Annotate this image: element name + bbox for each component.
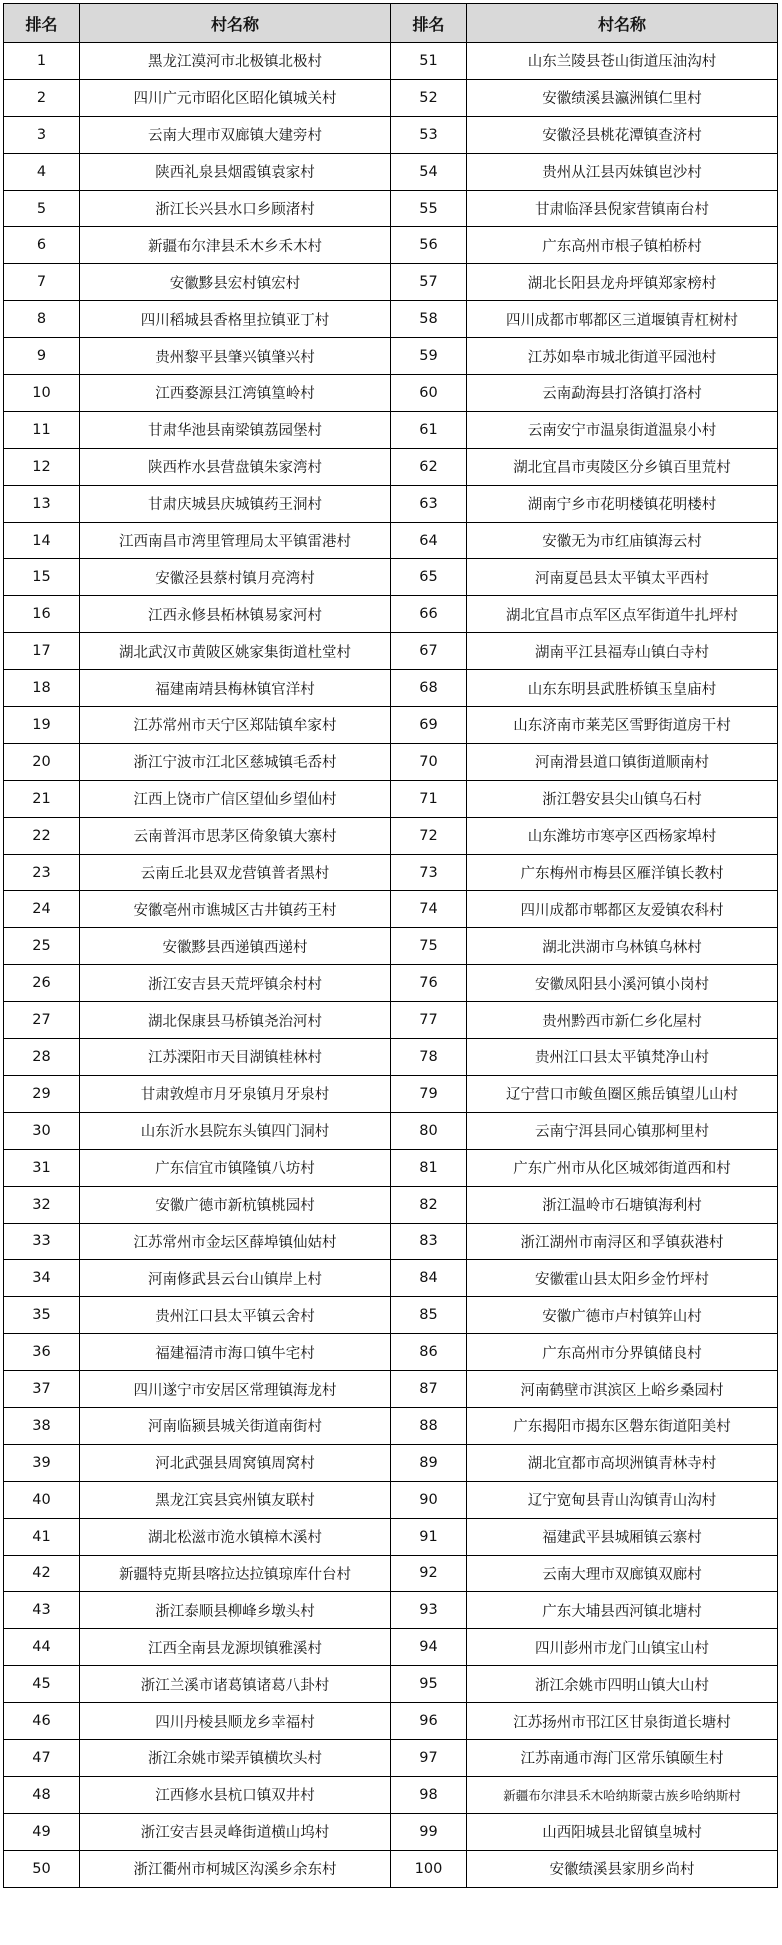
rank-cell-right: 82 [391, 1186, 467, 1223]
rank-cell-right: 53 [391, 116, 467, 153]
rank-cell-right: 91 [391, 1518, 467, 1555]
rank-cell-right: 56 [391, 227, 467, 264]
table-row [4, 965, 778, 1002]
rank-cell-left: 31 [4, 1149, 80, 1186]
rank-cell-right: 96 [391, 1703, 467, 1740]
village-name-cell-left: 陕西礼泉县烟霞镇袁家村 [80, 153, 391, 190]
rank-cell-left: 15 [4, 559, 80, 596]
rank-cell-left: 42 [4, 1555, 80, 1592]
table-row [4, 448, 778, 485]
table-row [4, 1149, 778, 1186]
village-name-cell-left: 浙江衢州市柯城区沟溪乡余东村 [80, 1850, 391, 1887]
village-name-cell-right: 广东揭阳市揭东区磐东街道阳美村 [467, 1407, 778, 1444]
rank-cell-right: 52 [391, 79, 467, 116]
village-name-cell-left: 安徽亳州市谯城区古井镇药王村 [80, 891, 391, 928]
village-name-cell-left: 新疆布尔津县禾木乡禾木村 [80, 227, 391, 264]
village-name-cell-right: 云南安宁市温泉街道温泉小村 [467, 411, 778, 448]
table-row [4, 1776, 778, 1813]
rank-cell-left: 1 [4, 43, 80, 80]
village-name-cell-right: 河南滑县道口镇街道顺南村 [467, 743, 778, 780]
table-row [4, 116, 778, 153]
village-name-cell-left: 安徽黟县宏村镇宏村 [80, 264, 391, 301]
rank-cell-right: 87 [391, 1371, 467, 1408]
village-name-cell-left: 浙江余姚市梁弄镇横坎头村 [80, 1739, 391, 1776]
table-row [4, 670, 778, 707]
village-name-cell-right: 浙江磐安县尖山镇乌石村 [467, 780, 778, 817]
rank-cell-right: 80 [391, 1112, 467, 1149]
village-name-cell-left: 江西全南县龙源坝镇雅溪村 [80, 1629, 391, 1666]
village-name-cell-right: 安徽霍山县太阳乡金竹坪村 [467, 1260, 778, 1297]
rank-cell-right: 58 [391, 301, 467, 338]
village-name-cell-left: 云南大理市双廊镇大建旁村 [80, 116, 391, 153]
village-name-cell-left: 山东沂水县院东头镇四门洞村 [80, 1112, 391, 1149]
rank-cell-right: 83 [391, 1223, 467, 1260]
rank-cell-left: 28 [4, 1039, 80, 1076]
table-row [4, 1444, 778, 1481]
village-name-cell-left: 福建南靖县梅林镇官洋村 [80, 670, 391, 707]
village-name-cell-right: 湖南宁乡市花明楼镇花明楼村 [467, 485, 778, 522]
table-row [4, 522, 778, 559]
rank-cell-left: 25 [4, 928, 80, 965]
rank-cell-left: 12 [4, 448, 80, 485]
rank-cell-right: 79 [391, 1075, 467, 1112]
rank-cell-left: 23 [4, 854, 80, 891]
rank-cell-left: 39 [4, 1444, 80, 1481]
rank-cell-left: 14 [4, 522, 80, 559]
village-name-cell-left: 新疆特克斯县喀拉达拉镇琼库什台村 [80, 1555, 391, 1592]
village-name-cell-right: 广东广州市从化区城郊街道西和村 [467, 1149, 778, 1186]
rank-cell-left: 41 [4, 1518, 80, 1555]
table-row [4, 1518, 778, 1555]
village-name-cell-right: 安徽泾县桃花潭镇查济村 [467, 116, 778, 153]
rank-cell-left: 3 [4, 116, 80, 153]
rank-cell-left: 24 [4, 891, 80, 928]
village-ranking-table [3, 3, 778, 1888]
village-name-cell-right: 福建武平县城厢镇云寨村 [467, 1518, 778, 1555]
village-name-cell-left: 河南修武县云台山镇岸上村 [80, 1260, 391, 1297]
village-name-cell-right: 安徽无为市红庙镇海云村 [467, 522, 778, 559]
table-row [4, 1039, 778, 1076]
village-name-cell-left: 甘肃华池县南梁镇荔园堡村 [80, 411, 391, 448]
village-name-cell-right: 河南鹤壁市淇滨区上峪乡桑园村 [467, 1371, 778, 1408]
village-name-cell-right: 浙江余姚市四明山镇大山村 [467, 1666, 778, 1703]
village-name-cell-right: 山东济南市莱芜区雪野街道房干村 [467, 707, 778, 744]
rank-cell-left: 44 [4, 1629, 80, 1666]
rank-cell-right: 89 [391, 1444, 467, 1481]
table-row [4, 596, 778, 633]
rank-cell-right: 95 [391, 1666, 467, 1703]
rank-cell-right: 69 [391, 707, 467, 744]
table-row [4, 1407, 778, 1444]
rank-cell-right: 84 [391, 1260, 467, 1297]
rank-cell-left: 18 [4, 670, 80, 707]
table-row [4, 1112, 778, 1149]
table-row [4, 1703, 778, 1740]
village-name-cell-left: 浙江安吉县天荒坪镇余村村 [80, 965, 391, 1002]
village-name-cell-right: 安徽绩溪县瀛洲镇仁里村 [467, 79, 778, 116]
table-row [4, 264, 778, 301]
table-row [4, 743, 778, 780]
table-row [4, 153, 778, 190]
village-name-cell-right: 湖北长阳县龙舟坪镇郑家榜村 [467, 264, 778, 301]
rank-cell-left: 32 [4, 1186, 80, 1223]
rank-cell-left: 10 [4, 375, 80, 412]
table-row [4, 1075, 778, 1112]
table-row [4, 485, 778, 522]
village-name-cell-right: 广东高州市根子镇柏桥村 [467, 227, 778, 264]
village-name-cell-right: 辽宁营口市鲅鱼圈区熊岳镇望儿山村 [467, 1075, 778, 1112]
rank-cell-left: 47 [4, 1739, 80, 1776]
name-header-left: 村名称 [80, 4, 391, 43]
table-row [4, 1813, 778, 1850]
village-name-cell-right: 湖北宜昌市点军区点军街道牛扎坪村 [467, 596, 778, 633]
table-row [4, 854, 778, 891]
rank-cell-left: 19 [4, 707, 80, 744]
name-header-right: 村名称 [467, 4, 778, 43]
village-name-cell-left: 湖北武汉市黄陂区姚家集街道杜堂村 [80, 633, 391, 670]
rank-cell-right: 51 [391, 43, 467, 80]
village-name-cell-left: 浙江宁波市江北区慈城镇毛岙村 [80, 743, 391, 780]
rank-cell-right: 54 [391, 153, 467, 190]
village-name-cell-left: 江西修水县杭口镇双井村 [80, 1776, 391, 1813]
village-name-cell-left: 四川丹棱县顺龙乡幸福村 [80, 1703, 391, 1740]
village-name-cell-left: 浙江兰溪市诸葛镇诸葛八卦村 [80, 1666, 391, 1703]
table-row [4, 1002, 778, 1039]
village-name-cell-right: 江苏扬州市邗江区甘泉街道长塘村 [467, 1703, 778, 1740]
rank-cell-right: 60 [391, 375, 467, 412]
rank-cell-left: 29 [4, 1075, 80, 1112]
village-name-cell-right: 湖北宜昌市夷陵区分乡镇百里荒村 [467, 448, 778, 485]
rank-cell-right: 65 [391, 559, 467, 596]
village-name-cell-right: 江苏南通市海门区常乐镇颐生村 [467, 1739, 778, 1776]
rank-cell-right: 77 [391, 1002, 467, 1039]
village-name-cell-right: 四川成都市郫都区友爱镇农科村 [467, 891, 778, 928]
table-row [4, 780, 778, 817]
rank-cell-right: 67 [391, 633, 467, 670]
village-name-cell-left: 云南丘北县双龙营镇普者黑村 [80, 854, 391, 891]
rank-cell-left: 21 [4, 780, 80, 817]
rank-cell-left: 30 [4, 1112, 80, 1149]
rank-cell-left: 48 [4, 1776, 80, 1813]
rank-cell-left: 2 [4, 79, 80, 116]
village-name-cell-left: 江苏溧阳市天目湖镇桂林村 [80, 1039, 391, 1076]
rank-cell-right: 74 [391, 891, 467, 928]
village-name-cell-left: 安徽泾县蔡村镇月亮湾村 [80, 559, 391, 596]
village-name-cell-left: 河北武强县周窝镇周窝村 [80, 1444, 391, 1481]
rank-cell-left: 22 [4, 817, 80, 854]
table-row [4, 227, 778, 264]
rank-cell-right: 93 [391, 1592, 467, 1629]
table-row [4, 633, 778, 670]
table-row [4, 891, 778, 928]
village-name-cell-left: 江西婺源县江湾镇篁岭村 [80, 375, 391, 412]
table-body [4, 43, 778, 1888]
rank-cell-left: 8 [4, 301, 80, 338]
table-row [4, 411, 778, 448]
village-name-cell-right: 安徽广德市卢村镇笄山村 [467, 1297, 778, 1334]
village-name-cell-left: 黑龙江宾县宾州镇友联村 [80, 1481, 391, 1518]
village-name-cell-right: 湖北宜都市高坝洲镇青林寺村 [467, 1444, 778, 1481]
rank-cell-left: 38 [4, 1407, 80, 1444]
rank-cell-right: 62 [391, 448, 467, 485]
rank-cell-left: 16 [4, 596, 80, 633]
rank-cell-right: 86 [391, 1334, 467, 1371]
table-row [4, 1371, 778, 1408]
village-name-cell-left: 贵州江口县太平镇云舍村 [80, 1297, 391, 1334]
table-row [4, 375, 778, 412]
rank-cell-right: 100 [391, 1850, 467, 1887]
village-name-cell-right: 安徽凤阳县小溪河镇小岗村 [467, 965, 778, 1002]
village-name-cell-right: 贵州黔西市新仁乡化屋村 [467, 1002, 778, 1039]
rank-cell-right: 81 [391, 1149, 467, 1186]
rank-cell-right: 57 [391, 264, 467, 301]
rank-cell-left: 43 [4, 1592, 80, 1629]
rank-cell-right: 63 [391, 485, 467, 522]
village-name-cell-left: 四川稻城县香格里拉镇亚丁村 [80, 301, 391, 338]
rank-cell-right: 55 [391, 190, 467, 227]
village-name-cell-left: 浙江长兴县水口乡顾渚村 [80, 190, 391, 227]
table-row [4, 1334, 778, 1371]
village-name-cell-left: 云南普洱市思茅区倚象镇大寨村 [80, 817, 391, 854]
village-name-cell-left: 甘肃庆城县庆城镇药王洞村 [80, 485, 391, 522]
table-row [4, 79, 778, 116]
rank-cell-left: 11 [4, 411, 80, 448]
rank-cell-right: 59 [391, 338, 467, 375]
rank-cell-right: 75 [391, 928, 467, 965]
table-row [4, 301, 778, 338]
rank-cell-left: 37 [4, 1371, 80, 1408]
village-name-cell-left: 湖北保康县马桥镇尧治河村 [80, 1002, 391, 1039]
rank-cell-right: 68 [391, 670, 467, 707]
rank-cell-left: 45 [4, 1666, 80, 1703]
table-row [4, 1260, 778, 1297]
village-name-cell-right: 山东东明县武胜桥镇玉皇庙村 [467, 670, 778, 707]
village-name-cell-right: 山西阳城县北留镇皇城村 [467, 1813, 778, 1850]
village-name-cell-left: 浙江安吉县灵峰街道横山坞村 [80, 1813, 391, 1850]
rank-cell-right: 94 [391, 1629, 467, 1666]
rank-cell-right: 70 [391, 743, 467, 780]
rank-cell-left: 49 [4, 1813, 80, 1850]
table-row [4, 1297, 778, 1334]
village-name-cell-left: 浙江泰顺县柳峰乡墩头村 [80, 1592, 391, 1629]
table-row [4, 1481, 778, 1518]
rank-cell-left: 35 [4, 1297, 80, 1334]
rank-cell-left: 36 [4, 1334, 80, 1371]
rank-cell-left: 13 [4, 485, 80, 522]
village-name-cell-right: 江苏如皋市城北街道平园池村 [467, 338, 778, 375]
village-name-cell-right: 湖南平江县福寿山镇白寺村 [467, 633, 778, 670]
rank-cell-right: 64 [391, 522, 467, 559]
village-name-cell-right: 贵州江口县太平镇梵净山村 [467, 1039, 778, 1076]
rank-cell-right: 92 [391, 1555, 467, 1592]
village-name-cell-right: 新疆布尔津县禾木哈纳斯蒙古族乡哈纳斯村 [467, 1776, 778, 1813]
rank-cell-right: 61 [391, 411, 467, 448]
table-row [4, 190, 778, 227]
rank-cell-right: 73 [391, 854, 467, 891]
village-name-cell-right: 贵州从江县丙妹镇岜沙村 [467, 153, 778, 190]
village-name-cell-right: 四川彭州市龙门山镇宝山村 [467, 1629, 778, 1666]
rank-cell-right: 90 [391, 1481, 467, 1518]
village-name-cell-left: 江西南昌市湾里管理局太平镇雷港村 [80, 522, 391, 559]
rank-cell-left: 33 [4, 1223, 80, 1260]
village-name-cell-right: 甘肃临泽县倪家营镇南台村 [467, 190, 778, 227]
village-name-cell-left: 广东信宜市镇隆镇八坊村 [80, 1149, 391, 1186]
rank-cell-right: 66 [391, 596, 467, 633]
rank-cell-right: 88 [391, 1407, 467, 1444]
rank-cell-left: 4 [4, 153, 80, 190]
village-name-cell-left: 四川遂宁市安居区常理镇海龙村 [80, 1371, 391, 1408]
rank-cell-right: 97 [391, 1739, 467, 1776]
rank-cell-left: 17 [4, 633, 80, 670]
table-row [4, 817, 778, 854]
rank-cell-right: 72 [391, 817, 467, 854]
village-name-cell-left: 湖北松滋市洈水镇樟木溪村 [80, 1518, 391, 1555]
village-name-cell-right: 辽宁宽甸县青山沟镇青山沟村 [467, 1481, 778, 1518]
rank-cell-left: 26 [4, 965, 80, 1002]
village-name-cell-left: 江西上饶市广信区望仙乡望仙村 [80, 780, 391, 817]
village-name-cell-left: 安徽黟县西递镇西递村 [80, 928, 391, 965]
rank-cell-right: 76 [391, 965, 467, 1002]
village-name-cell-left: 陕西柞水县营盘镇朱家湾村 [80, 448, 391, 485]
village-name-cell-left: 贵州黎平县肇兴镇肇兴村 [80, 338, 391, 375]
table-row [4, 43, 778, 80]
table-row [4, 1555, 778, 1592]
rank-cell-left: 34 [4, 1260, 80, 1297]
village-name-cell-right: 山东潍坊市寒亭区西杨家埠村 [467, 817, 778, 854]
rank-header-left: 排名 [4, 4, 80, 43]
village-name-cell-right: 湖北洪湖市乌林镇乌林村 [467, 928, 778, 965]
table-row [4, 559, 778, 596]
village-name-cell-left: 黑龙江漠河市北极镇北极村 [80, 43, 391, 80]
table-row [4, 1739, 778, 1776]
village-name-cell-right: 四川成都市郫都区三道堰镇青杠树村 [467, 301, 778, 338]
rank-cell-left: 50 [4, 1850, 80, 1887]
rank-cell-left: 6 [4, 227, 80, 264]
village-name-cell-right: 广东大埔县西河镇北塘村 [467, 1592, 778, 1629]
village-name-cell-right: 山东兰陵县苍山街道压油沟村 [467, 43, 778, 80]
rank-cell-right: 98 [391, 1776, 467, 1813]
rank-cell-right: 99 [391, 1813, 467, 1850]
rank-cell-right: 71 [391, 780, 467, 817]
rank-cell-left: 5 [4, 190, 80, 227]
table-row [4, 707, 778, 744]
village-name-cell-left: 江苏常州市金坛区薛埠镇仙姑村 [80, 1223, 391, 1260]
rank-cell-left: 27 [4, 1002, 80, 1039]
table-row [4, 1666, 778, 1703]
rank-cell-left: 20 [4, 743, 80, 780]
rank-header-right: 排名 [391, 4, 467, 43]
village-name-cell-right: 河南夏邑县太平镇太平西村 [467, 559, 778, 596]
rank-cell-left: 9 [4, 338, 80, 375]
table-row [4, 928, 778, 965]
village-name-cell-left: 江西永修县柘林镇易家河村 [80, 596, 391, 633]
village-name-cell-right: 浙江温岭市石塘镇海利村 [467, 1186, 778, 1223]
table-row [4, 1592, 778, 1629]
rank-cell-left: 40 [4, 1481, 80, 1518]
table-row [4, 338, 778, 375]
rank-cell-left: 7 [4, 264, 80, 301]
rank-cell-right: 85 [391, 1297, 467, 1334]
table-row [4, 1850, 778, 1887]
rank-cell-right: 78 [391, 1039, 467, 1076]
village-name-cell-left: 江苏常州市天宁区郑陆镇牟家村 [80, 707, 391, 744]
village-name-cell-right: 广东高州市分界镇储良村 [467, 1334, 778, 1371]
village-name-cell-right: 云南宁洱县同心镇那柯里村 [467, 1112, 778, 1149]
village-name-cell-right: 云南勐海县打洛镇打洛村 [467, 375, 778, 412]
village-name-cell-left: 四川广元市昭化区昭化镇城关村 [80, 79, 391, 116]
table-header-row [4, 4, 778, 43]
village-name-cell-left: 安徽广德市新杭镇桃园村 [80, 1186, 391, 1223]
table-row [4, 1629, 778, 1666]
rank-cell-left: 46 [4, 1703, 80, 1740]
village-name-cell-left: 河南临颍县城关街道南街村 [80, 1407, 391, 1444]
village-name-cell-left: 福建福清市海口镇牛宅村 [80, 1334, 391, 1371]
village-name-cell-right: 安徽绩溪县家朋乡尚村 [467, 1850, 778, 1887]
village-name-cell-right: 浙江湖州市南浔区和孚镇荻港村 [467, 1223, 778, 1260]
table-row [4, 1223, 778, 1260]
village-name-cell-right: 广东梅州市梅县区雁洋镇长教村 [467, 854, 778, 891]
village-name-cell-left: 甘肃敦煌市月牙泉镇月牙泉村 [80, 1075, 391, 1112]
table-row [4, 1186, 778, 1223]
village-name-cell-right: 云南大理市双廊镇双廊村 [467, 1555, 778, 1592]
